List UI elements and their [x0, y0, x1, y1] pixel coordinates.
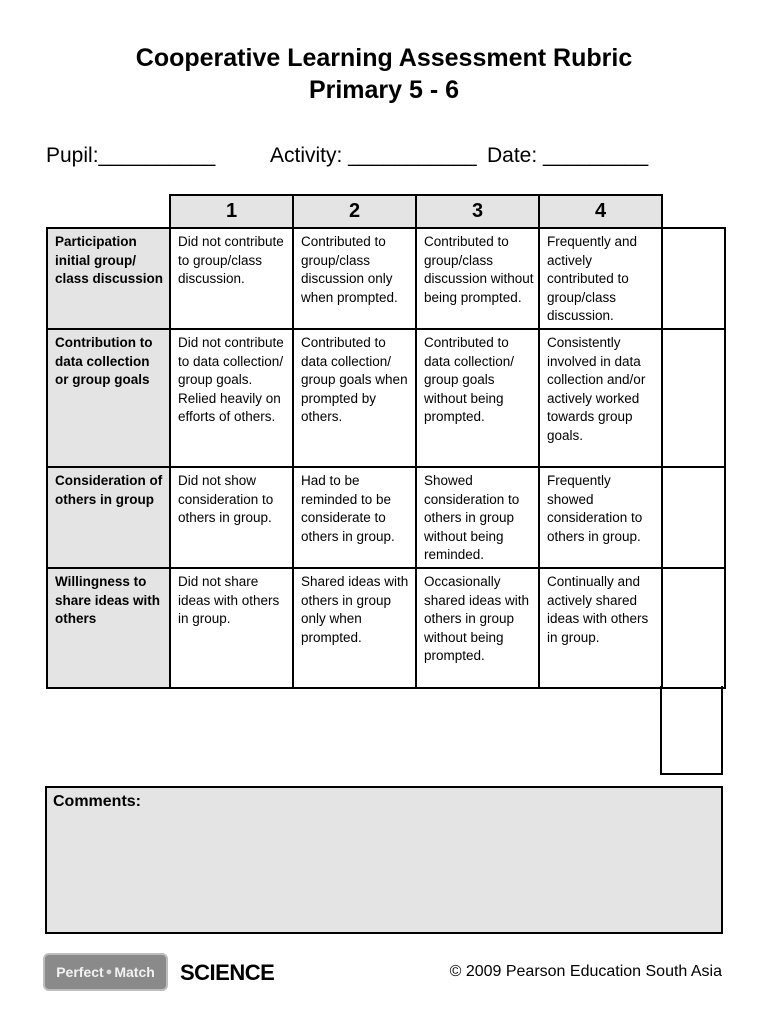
logo-text-right: Match: [114, 964, 155, 980]
descriptor-cell: Did not share ideas with others in group.: [170, 568, 293, 688]
title-line-2: Primary 5 - 6: [308, 76, 460, 104]
header-row: [47, 195, 725, 228]
comments-label: Comments:: [53, 793, 142, 810]
level-header-2: 2: [293, 195, 416, 228]
subject-label: SCIENCE: [180, 960, 275, 985]
level-header-1: 1: [170, 195, 293, 228]
rubric-row: [47, 467, 725, 568]
score-box[interactable]: [662, 329, 725, 467]
logo-text-left: Perfect: [56, 964, 104, 980]
date-field[interactable]: Date: _________: [487, 144, 649, 167]
score-box[interactable]: [662, 228, 725, 329]
info-fields: [46, 142, 726, 170]
total-score-box[interactable]: [660, 686, 723, 775]
score-box[interactable]: [662, 568, 725, 688]
header-corner: [47, 195, 170, 228]
descriptor-cell: Did not contribute to group/class discussion.: [170, 228, 293, 329]
rubric-table: [46, 194, 726, 689]
descriptor-cell: Had to be reminded to be considerate to others in group.: [293, 467, 416, 568]
descriptor-cell: Occasionally shared ideas with others in group without being prompted.: [416, 568, 539, 688]
descriptor-cell: Contributed to group/class discussion only when prompted.: [293, 228, 416, 329]
rubric-row: [47, 329, 725, 467]
pupil-field[interactable]: Pupil:__________: [46, 144, 216, 167]
descriptor-cell: Frequently showed consideration to others in group.: [539, 467, 662, 568]
header-score-corner: [662, 195, 725, 228]
criterion-contribution: Contribution to data collection or group goals: [47, 329, 170, 467]
score-box[interactable]: [662, 467, 725, 568]
descriptor-cell: Did not show consideration to others in group.: [170, 467, 293, 568]
descriptor-cell: Consistently involved in data collection and/or actively worked towards group goals.: [539, 329, 662, 467]
criterion-participation: Participation initial group/ class discussion: [47, 228, 170, 329]
descriptor-cell: Frequently and actively contributed to group/class discussion.: [539, 228, 662, 329]
level-header-4: 4: [539, 195, 662, 228]
criterion-willingness: Willingness to share ideas with others: [47, 568, 170, 688]
descriptor-cell: Contributed to data collection/ group goals without being prompted.: [416, 329, 539, 467]
descriptor-cell: Showed consideration to others in group without being reminded.: [416, 467, 539, 568]
rubric-row: [47, 568, 725, 688]
perfect-match-logo: [43, 953, 168, 991]
descriptor-cell: Continually and actively shared ideas with others in group.: [539, 568, 662, 688]
descriptor-cell: Did not contribute to data collection/ group goals. Relied heavily on efforts of others.: [170, 329, 293, 467]
title-line-1: Cooperative Learning Assessment Rubric: [135, 44, 633, 72]
level-header-3: 3: [416, 195, 539, 228]
copyright-text: © 2009 Pearson Education South Asia: [449, 963, 722, 980]
activity-field[interactable]: Activity: ___________: [270, 144, 477, 167]
criterion-consideration: Consideration of others in group: [47, 467, 170, 568]
descriptor-cell: Contributed to group/class discussion without being prompted.: [416, 228, 539, 329]
logo-dot-icon: ●: [105, 966, 113, 978]
rubric-row: [47, 228, 725, 329]
descriptor-cell: Contributed to data collection/ group goals when prompted by others.: [293, 329, 416, 467]
descriptor-cell: Shared ideas with others in group only when prompted.: [293, 568, 416, 688]
comments-box[interactable]: [45, 786, 723, 934]
document-title: [0, 42, 768, 106]
